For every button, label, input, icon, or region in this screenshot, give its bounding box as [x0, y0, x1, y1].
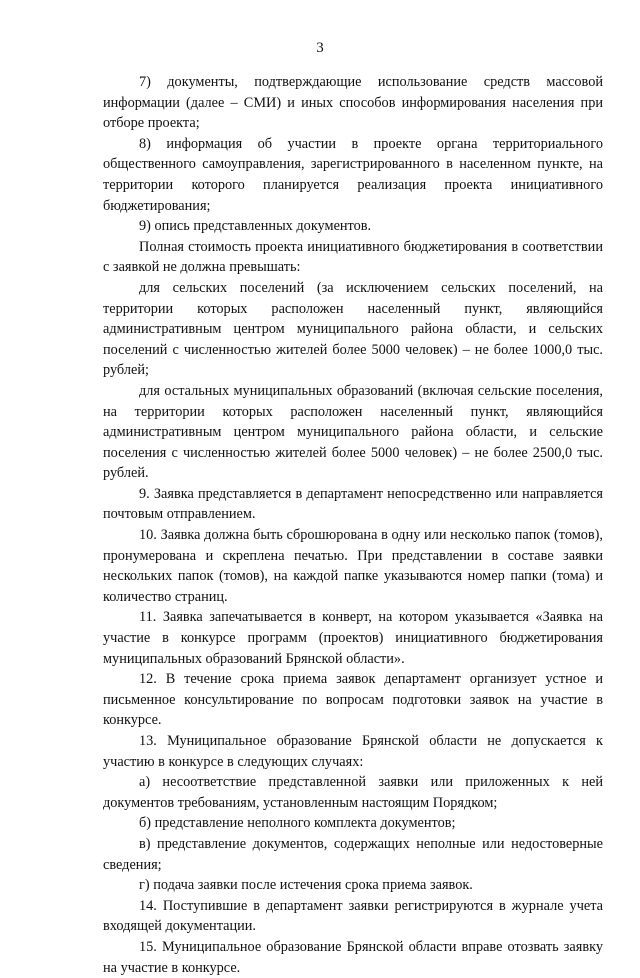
- paragraph-item-8: 8) информация об участии в проекте органа территориального общественного самоуправления, зарегистрированного в населенном пункте, на территории которого планируется реализация проекта инициативного бюджетирования;: [103, 135, 603, 214]
- paragraph-item-9: 9) опись представленных документов.: [139, 218, 372, 235]
- paragraph-clause-9: 9. Заявка представляется в департамент непосредственно или направляется почтовым отправлением.: [103, 485, 603, 523]
- page-number: 3: [316, 40, 324, 56]
- paragraph-clause-14: 14. Поступившие в департамент заявки регистрируются в журнале учета входящей документации.: [103, 897, 603, 935]
- paragraph-clause-10: 10. Заявка должна быть сброшюрована в одну или несколько папок (томов), пронумерована и скреплена печатью. При представлении в составе заявки нескольких папок (томов), на каждой папке указываются номер папки (тома) и количество страниц.: [103, 527, 603, 605]
- paragraph-clause-13-a: а) несоответствие представленной заявки или приложенных к ней документов требованиям, установленным настоящим Порядком;: [103, 774, 603, 811]
- paragraph-clause-13-g: г) подача заявки после истечения срока приема заявок.: [139, 877, 473, 894]
- paragraph-other-limit: для остальных муниципальных образований (включая сельские поселения, на территории которых расположен населенный пункт, являющийся административным центром муниципального района области, и сельские поселения с численностью жителей более 5000 человек) – не более 2500,0 тыс. рублей.: [103, 382, 603, 482]
- paragraph-clause-12: 12. В течение срока приема заявок департамент организует устное и письменное консультирование по вопросам подготовки заявок на участие в конкурсе.: [103, 671, 603, 729]
- document-body: [103, 72, 603, 978]
- paragraph-clause-13-b: б) представление неполного комплекта документов;: [139, 815, 456, 832]
- paragraph-total-cost: Полная стоимость проекта инициативного бюджетирования в соответствии с заявкой не должна превышать:: [103, 238, 603, 276]
- paragraph-clause-15: 15. Муниципальное образование Брянской области вправе отозвать заявку на участие в конкурсе.: [103, 938, 603, 976]
- paragraph-item-7: 7) документы, подтверждающие использование средств массовой информации (далее – СМИ) и иных способов информирования населения при отборе проекта;: [103, 74, 603, 132]
- paragraph-clause-13-v: в) представление документов, содержащих неполные или недостоверные сведения;: [103, 835, 603, 873]
- paragraph-clause-11: 11. Заявка запечатывается в конверт, на котором указывается «Заявка на участие в конкурсе программ (проектов) инициативного бюджетирования муниципальных образований Брянской области».: [103, 609, 603, 667]
- paragraph-rural-limit: для сельских поселений (за исключением сельских поселений, на территории которых расположен населенный пункт, являющийся административным центром муниципального района области, и сельских поселений с численностью жителей более 5000 человек) – не более 1000,0 тыс. рублей;: [103, 279, 603, 379]
- paragraph-clause-13: 13. Муниципальное образование Брянской области не допускается к участию в конкурсе в следующих случаях:: [103, 733, 603, 770]
